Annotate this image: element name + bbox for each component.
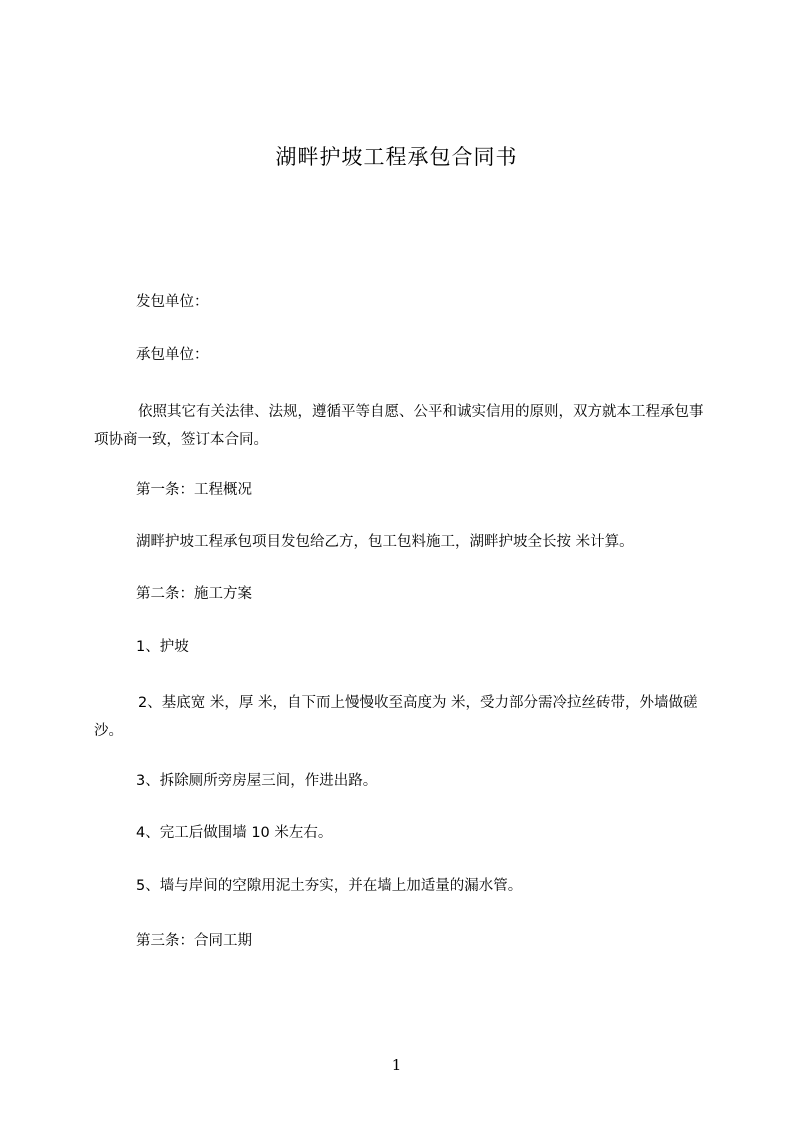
contractor-line: 承包单位：: [136, 347, 209, 363]
page-number: 1: [391, 1056, 402, 1074]
article1-body: 湖畔护坡工程承包项目发包给乙方，包工包料施工，湖畔护坡全长按 米计算。: [136, 534, 634, 550]
article1-heading: 第一条：工程概况: [136, 482, 252, 498]
article2-heading: 第二条：施工方案: [136, 586, 252, 602]
list-item-4: 4、完工后做围墙 10 米左右。: [136, 825, 333, 841]
document-title: 湖畔护坡工程承包合同书: [275, 145, 518, 169]
preamble-paragraph: 依照其它有关法律、法规，遵循平等自愿、公平和诚实信用的原则，双方就本工程承包事项协商一致，签订本合同。: [94, 404, 704, 448]
article3-heading: 第三条：合同工期: [136, 933, 252, 949]
list-item-2: 2、基底宽 米，厚 米，自下而上慢慢收至高度为 米，受力部分需冷拉丝砖带，外墙做磋沙。: [94, 695, 698, 739]
list-item-5: 5、墙与岸间的空隙用泥土夯实，并在墙上加适量的漏水管。: [136, 878, 523, 894]
list-item-1: 1、护坡: [136, 639, 189, 655]
list-item-3: 3、拆除厕所旁房屋三间，作进出路。: [136, 773, 378, 789]
employer-line: 发包单位：: [136, 294, 209, 310]
